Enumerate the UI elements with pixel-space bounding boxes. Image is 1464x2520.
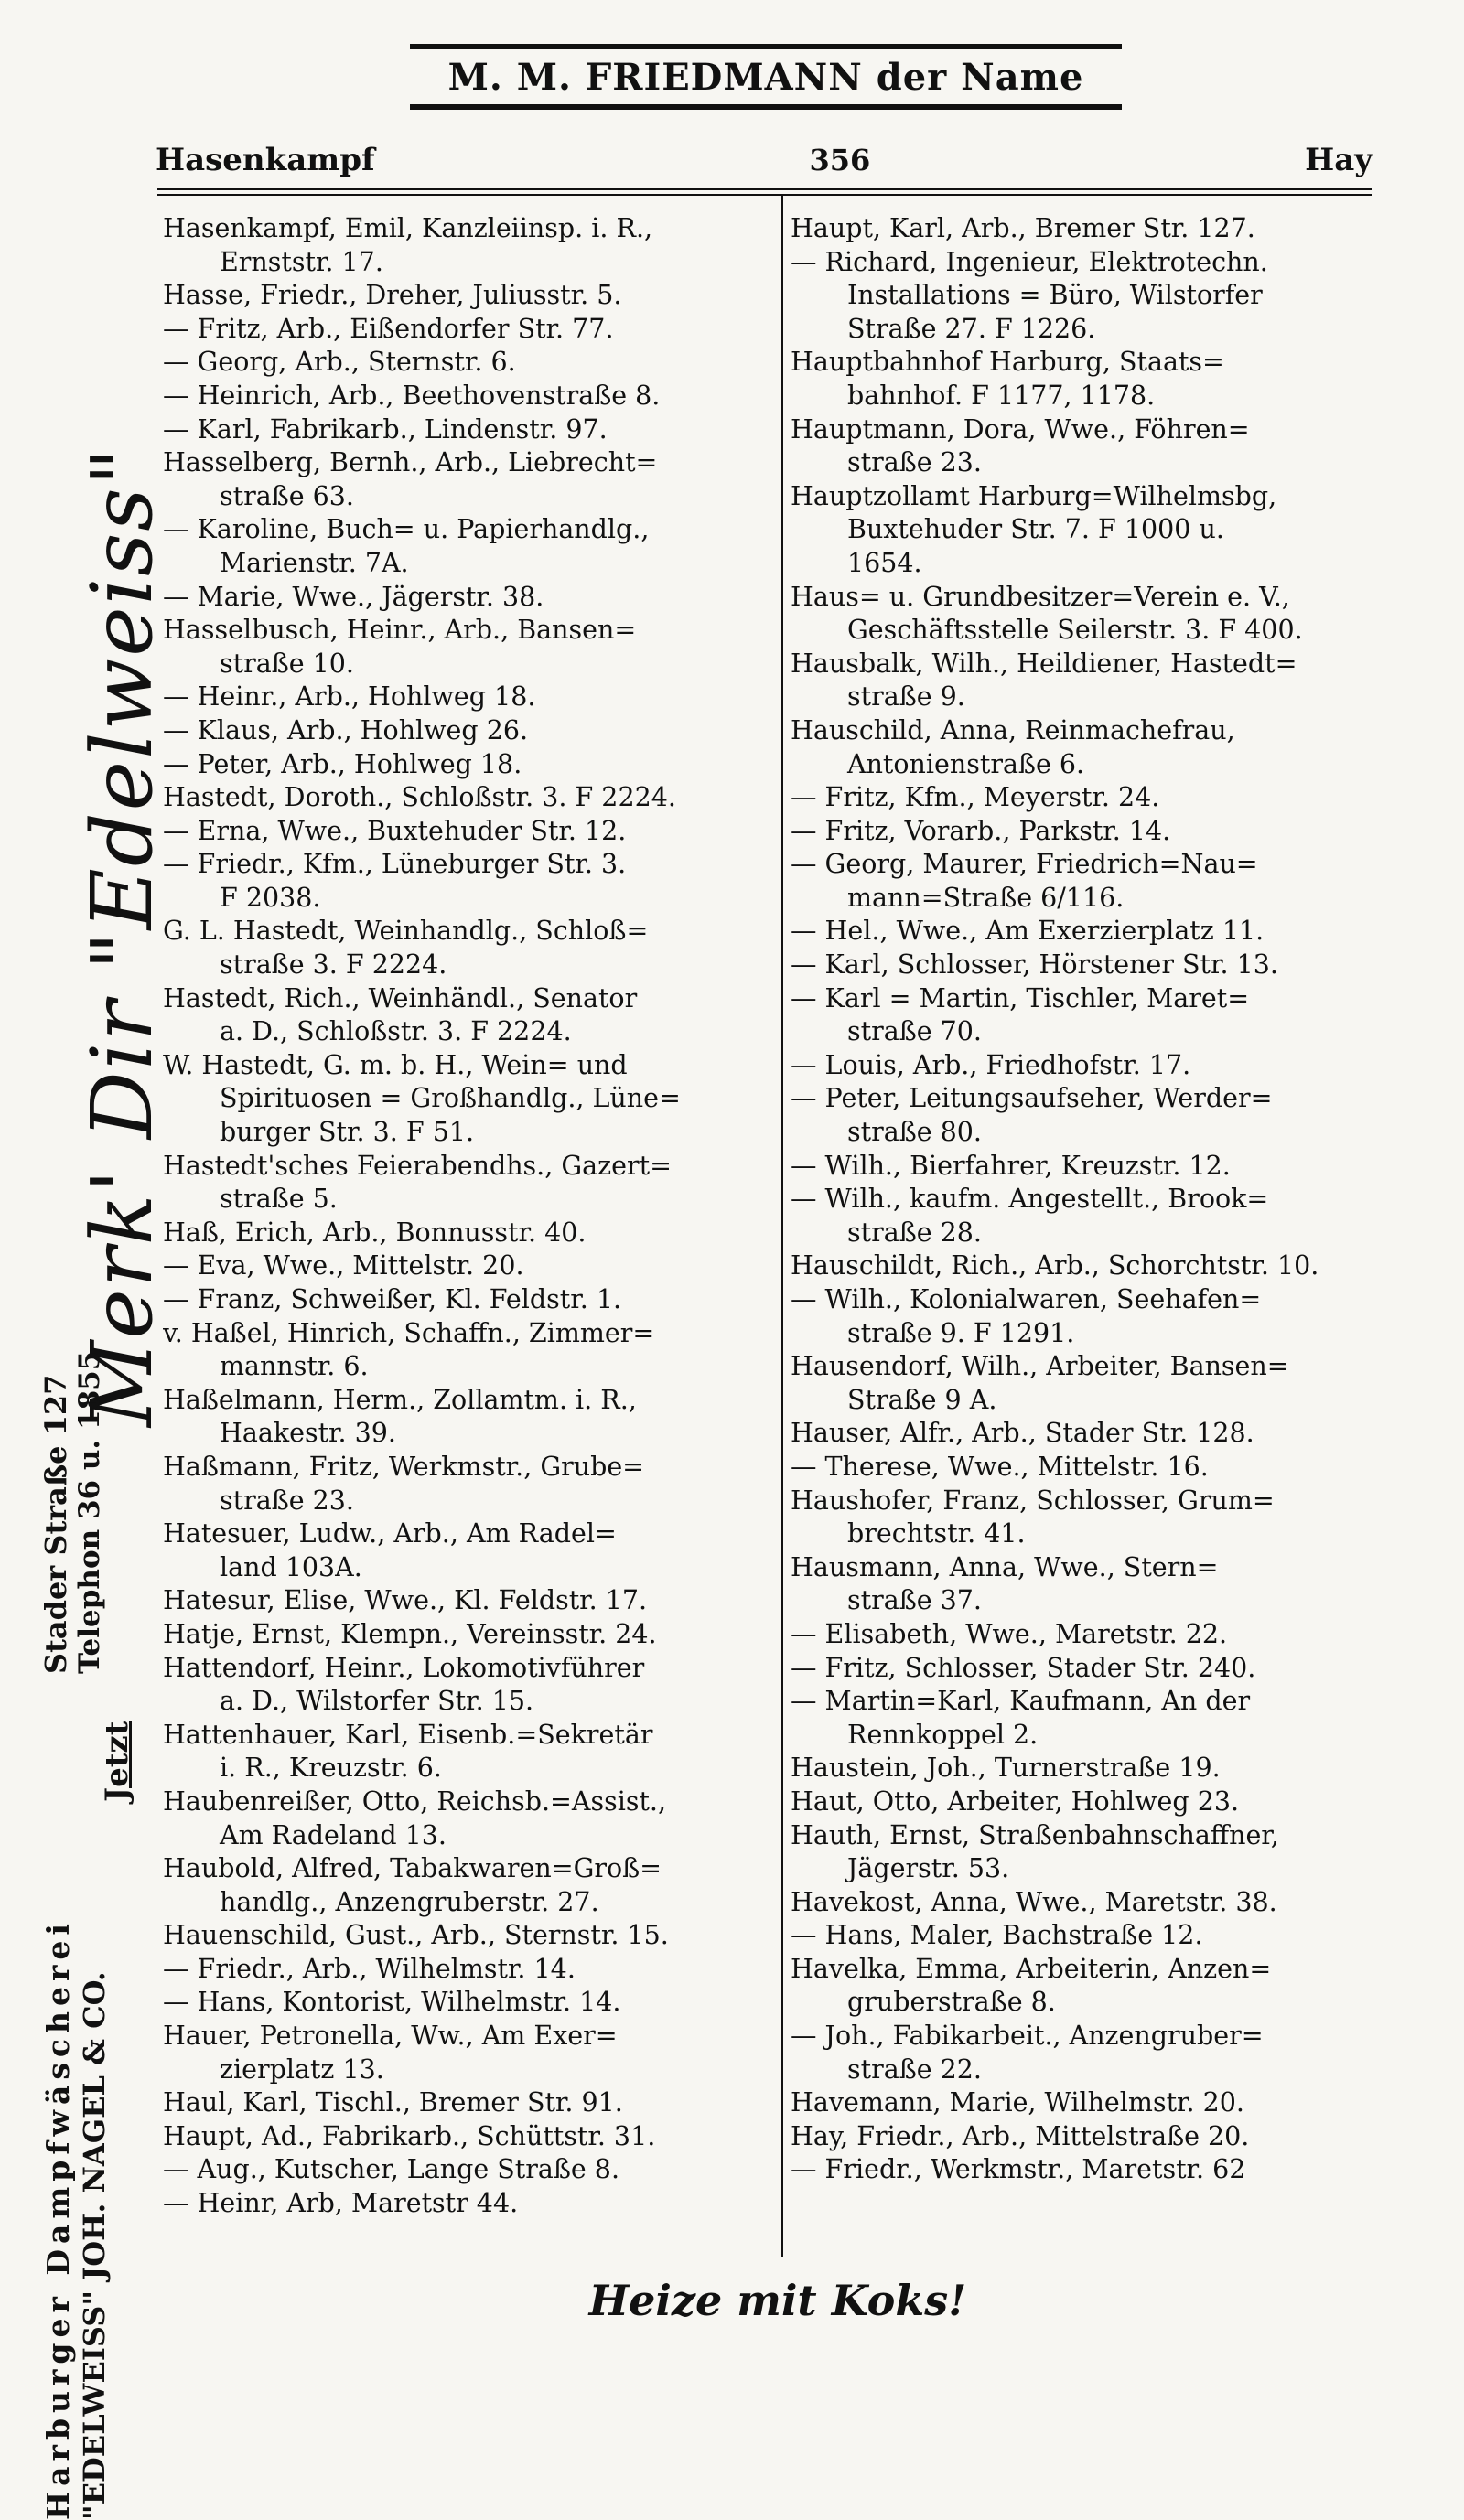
directory-entry-line: Haakestr. 39. <box>220 1418 396 1449</box>
directory-entry-line: Havekost, Anna, Wwe., Maretstr. 38. <box>791 1886 1277 1917</box>
directory-entry-line: Hatesuer, Ludw., Arb., Am Radel= <box>163 1518 617 1550</box>
directory-entry-line: Haßelmann, Herm., Zollamtm. i. R., <box>163 1384 637 1415</box>
directory-entry-line: — Martin=Karl, Kaufmann, An der <box>791 1686 1251 1717</box>
sidebar-company: "EDELWEISS" JOH. NAGEL & CO. <box>77 1971 112 2520</box>
directory-entry-line: Haupt, Ad., Fabrikarb., Schüttstr. 31. <box>163 2120 656 2151</box>
directory-entry-line: Hauptzollamt Harburg=Wilhelmsbg, <box>791 480 1277 511</box>
directory-entry-line: — Fritz, Arb., Eißendorfer Str. 77. <box>163 313 614 344</box>
directory-entry-line: Hauschildt, Rich., Arb., Schorchtstr. 10. <box>791 1250 1319 1281</box>
directory-entry-line: straße 5. <box>220 1184 338 1215</box>
directory-entry-line: straße 23. <box>847 447 982 478</box>
directory-entry-line: straße 10. <box>220 648 354 679</box>
directory-entry-line: Hausendorf, Wilh., Arbeiter, Bansen= <box>791 1351 1289 1382</box>
directory-entry-line: Haß, Erich, Arb., Bonnusstr. 40. <box>163 1217 587 1248</box>
directory-entry-line: straße 23. <box>220 1485 354 1516</box>
running-header <box>156 137 1372 183</box>
column-divider <box>781 196 783 2257</box>
directory-entry-line: Hauser, Alfr., Arb., Stader Str. 128. <box>791 1418 1254 1449</box>
right-column <box>791 212 1376 2261</box>
directory-entry-line: Marienstr. 7A. <box>220 547 409 578</box>
directory-entry-line: straße 9. <box>847 681 965 713</box>
directory-entry-line: Hasselbusch, Heinr., Arb., Bansen= <box>163 615 637 646</box>
header-last-name: Hay <box>1305 142 1372 178</box>
directory-entry-line: Haus= u. Grundbesitzer=Verein e. V., <box>791 581 1290 612</box>
directory-entry-line: Straße 9 A. <box>847 1384 997 1415</box>
directory-entry-line: — Aug., Kutscher, Lange Straße 8. <box>163 2154 620 2185</box>
directory-entry-line: — Fritz, Schlosser, Stader Str. 240. <box>791 1652 1256 1683</box>
directory-entry-line: Haut, Otto, Arbeiter, Hohlweg 23. <box>791 1785 1240 1817</box>
directory-entry-line: Hauptbahnhof Harburg, Staats= <box>791 347 1224 378</box>
directory-entry-line: — Heinrich, Arb., Beethovenstraße 8. <box>163 380 661 411</box>
directory-entry-line: W. Hastedt, G. m. b. H., Wein= und <box>163 1049 628 1080</box>
ad-banner: M. M. FRIEDMANN der Name <box>410 44 1122 110</box>
page-number: 356 <box>809 143 871 177</box>
sidebar-advert <box>37 210 171 2520</box>
directory-entry-line: burger Str. 3. F 51. <box>220 1117 475 1148</box>
directory-entry-line: — Marie, Wwe., Jägerstr. 38. <box>163 581 544 612</box>
directory-entry-line: Hauenschild, Gust., Arb., Sternstr. 15. <box>163 1920 669 1951</box>
footer-slogan: Heize mit Koks! <box>588 2276 967 2325</box>
directory-entry-line: Hatesur, Elise, Wwe., Kl. Feldstr. 17. <box>163 1585 648 1616</box>
directory-entry-line: land 103A. <box>220 1551 362 1582</box>
directory-entry-line: — Friedr., Arb., Wilhelmstr. 14. <box>163 1953 576 1984</box>
directory-entry-line: Spirituosen = Großhandlg., Lüne= <box>220 1083 681 1114</box>
directory-entry-line: Jägerstr. 53. <box>847 1853 1010 1884</box>
sidebar-jetzt: Jetzt <box>99 1721 135 1802</box>
directory-entry-line: mannstr. 6. <box>220 1351 369 1382</box>
directory-entry-line: Hauschild, Anna, Reinmachefrau, <box>791 714 1235 745</box>
directory-entry-line: Haushofer, Franz, Schlosser, Grum= <box>791 1485 1275 1516</box>
directory-entry-line: brechtstr. 41. <box>847 1518 1026 1550</box>
directory-entry-line: handlg., Anzengruberstr. 27. <box>220 1886 599 1917</box>
directory-entry-line: F 2038. <box>220 882 321 913</box>
directory-entry-line: — Karl = Martin, Tischler, Maret= <box>791 982 1250 1013</box>
directory-entry-line: — Peter, Leitungsaufseher, Werder= <box>791 1083 1273 1114</box>
directory-entry-line: bahnhof. F 1177, 1178. <box>847 380 1156 411</box>
directory-entry-line: — Heinr., Arb., Hohlweg 18. <box>163 681 536 713</box>
directory-entry-line: Hausmann, Anna, Wwe., Stern= <box>791 1551 1219 1582</box>
directory-entry-line: Haßmann, Fritz, Werkmstr., Grube= <box>163 1451 645 1482</box>
directory-entry-line: — Richard, Ingenieur, Elektrotechn. <box>791 246 1268 277</box>
directory-entry-line: — Heinr, Arb, Maretstr 44. <box>163 2188 519 2219</box>
directory-entry-line: Hastedt'sches Feierabendhs., Gazert= <box>163 1150 672 1181</box>
directory-entry-line: — Karoline, Buch= u. Papierhandlg., <box>163 514 650 545</box>
directory-entry-line: Hasenkampf, Emil, Kanzleiinsp. i. R., <box>163 213 653 243</box>
directory-entry-line: — Hans, Maler, Bachstraße 12. <box>791 1920 1203 1951</box>
directory-entry-line: — Friedr., Kfm., Lüneburger Str. 3. <box>163 849 627 880</box>
directory-entry-line: Installations = Büro, Wilstorfer <box>847 280 1263 311</box>
directory-entry-line: mann=Straße 6/116. <box>847 882 1125 913</box>
directory-entry-line: Havelka, Emma, Arbeiterin, Anzen= <box>791 1953 1272 1984</box>
directory-entry-line: straße 28. <box>847 1217 982 1248</box>
directory-entry-line: Haustein, Joh., Turnerstraße 19. <box>791 1753 1221 1784</box>
directory-entry-line: — Wilh., Kolonialwaren, Seehafen= <box>791 1284 1262 1314</box>
directory-entry-line: Haubold, Alfred, Tabakwaren=Groß= <box>163 1853 662 1884</box>
directory-entry-line: straße 70. <box>847 1016 982 1047</box>
directory-entry-line: zierplatz 13. <box>220 2054 384 2085</box>
directory-entry-line: straße 80. <box>847 1117 982 1148</box>
directory-entry-line: Antonienstraße 6. <box>847 748 1085 779</box>
directory-entry-line: G. L. Hastedt, Weinhandlg., Schloß= <box>163 916 649 947</box>
directory-entry-line: Hastedt, Doroth., Schloßstr. 3. F 2224. <box>163 782 676 813</box>
directory-entry-line: Hattenhauer, Karl, Eisenb.=Sekretär <box>163 1719 653 1750</box>
directory-entry-line: Hauer, Petronella, Ww., Am Exer= <box>163 2021 618 2052</box>
directory-entry-line: — Elisabeth, Wwe., Maretstr. 22. <box>791 1618 1228 1649</box>
left-column <box>163 212 785 2261</box>
directory-entry-line: straße 63. <box>220 480 354 511</box>
header-first-name: Hasenkampf <box>156 142 375 178</box>
directory-entry-line: — Hel., Wwe., Am Exerzierplatz 11. <box>791 916 1265 947</box>
directory-entry-line: — Eva, Wwe., Mittelstr. 20. <box>163 1250 524 1281</box>
directory-entry-line: a. D., Schloßstr. 3. F 2224. <box>220 1016 572 1047</box>
edelweiss-slogan: Merk' Dir "Edelweiss" <box>73 445 171 1427</box>
directory-entry-line: — Klaus, Arb., Hohlweg 26. <box>163 714 529 745</box>
directory-entry-line: Hastedt, Rich., Weinhändl., Senator <box>163 982 638 1013</box>
directory-entry-line: — Georg, Arb., Sternstr. 6. <box>163 347 516 378</box>
directory-entry-line: — Hans, Kontorist, Wilhelmstr. 14. <box>163 1987 621 2018</box>
directory-entry-line: — Friedr., Werkmstr., Maretstr. 62 <box>791 2154 1246 2185</box>
directory-entry-line: — Therese, Wwe., Mittelstr. 16. <box>791 1451 1209 1482</box>
directory-entry-line: straße 37. <box>847 1585 982 1616</box>
directory-entry-line: — Georg, Maurer, Friedrich=Nau= <box>791 849 1258 880</box>
directory-entry-line: gruberstraße 8. <box>847 1987 1056 2018</box>
directory-entry-line: — Karl, Schlosser, Hörstener Str. 13. <box>791 949 1278 981</box>
directory-entry-line: straße 9. F 1291. <box>847 1317 1075 1348</box>
directory-entry-line: — Wilh., kaufm. Angestellt., Brook= <box>791 1184 1269 1215</box>
directory-entry-line: Hay, Friedr., Arb., Mittelstraße 20. <box>791 2120 1250 2151</box>
directory-entry-line: Hauth, Ernst, Straßenbahnschaffner, <box>791 1819 1279 1850</box>
directory-entry-line: — Fritz, Vorarb., Parkstr. 14. <box>791 815 1171 846</box>
directory-entry-line: Hasselberg, Bernh., Arb., Liebrecht= <box>163 447 658 478</box>
directory-entry-line: Hatje, Ernst, Klempn., Vereinsstr. 24. <box>163 1618 657 1649</box>
directory-entry-line: Straße 27. F 1226. <box>847 313 1096 344</box>
sidebar-laundry-name: Harburger Dampfwäscherei <box>40 1918 76 2520</box>
directory-entry-line: Hasse, Friedr., Dreher, Juliusstr. 5. <box>163 280 622 311</box>
directory-entry-line: — Joh., Fabikarbeit., Anzengruber= <box>791 2021 1264 2052</box>
directory-entry-line: straße 3. F 2224. <box>220 949 447 981</box>
directory-entry-line: Haupt, Karl, Arb., Bremer Str. 127. <box>791 213 1255 243</box>
directory-entry-line: — Karl, Fabrikarb., Lindenstr. 97. <box>163 413 608 445</box>
directory-entry-line: 1654. <box>847 547 922 578</box>
directory-entry-line: — Erna, Wwe., Buxtehuder Str. 12. <box>163 815 627 846</box>
directory-entry-line: Geschäftsstelle Seilerstr. 3. F 400. <box>847 615 1303 646</box>
sidebar-phone: Telephon 36 u. 1855 <box>73 1350 106 1674</box>
directory-entry-line: Haul, Karl, Tischl., Bremer Str. 91. <box>163 2087 623 2118</box>
directory-entry-line: — Louis, Arb., Friedhofstr. 17. <box>791 1049 1191 1080</box>
directory-entry-line: — Fritz, Kfm., Meyerstr. 24. <box>791 782 1160 813</box>
directory-entry-line: Hattendorf, Heinr., Lokomotivführer <box>163 1652 645 1683</box>
header-rule-top <box>157 188 1372 190</box>
directory-entry-line: — Wilh., Bierfahrer, Kreuzstr. 12. <box>791 1150 1231 1181</box>
sidebar-address: Stader Straße 127 <box>38 1374 73 1674</box>
directory-entry-line: Ernststr. 17. <box>220 246 383 277</box>
directory-entry-line: Am Radeland 13. <box>220 1819 447 1850</box>
directory-entry-line: Buxtehuder Str. 7. F 1000 u. <box>847 514 1224 545</box>
directory-entry-line: Hausbalk, Wilh., Heildiener, Hastedt= <box>791 648 1297 679</box>
directory-entry-line: Haubenreißer, Otto, Reichsb.=Assist., <box>163 1785 667 1817</box>
directory-entry-line: Havemann, Marie, Wilhelmstr. 20. <box>791 2087 1244 2118</box>
directory-entry-line: — Peter, Arb., Hohlweg 18. <box>163 748 522 779</box>
directory-entry-line: — Franz, Schweißer, Kl. Feldstr. 1. <box>163 1284 622 1314</box>
header-rule-bottom <box>157 194 1372 196</box>
directory-entry-line: i. R., Kreuzstr. 6. <box>220 1753 442 1784</box>
directory-entry-line: straße 22. <box>847 2054 982 2085</box>
directory-entry-line: Hauptmann, Dora, Wwe., Föhren= <box>791 413 1250 445</box>
directory-entry-line: a. D., Wilstorfer Str. 15. <box>220 1686 534 1717</box>
directory-entry-line: Rennkoppel 2. <box>847 1719 1039 1750</box>
directory-entry-line: v. Haßel, Hinrich, Schaffn., Zimmer= <box>163 1317 655 1348</box>
